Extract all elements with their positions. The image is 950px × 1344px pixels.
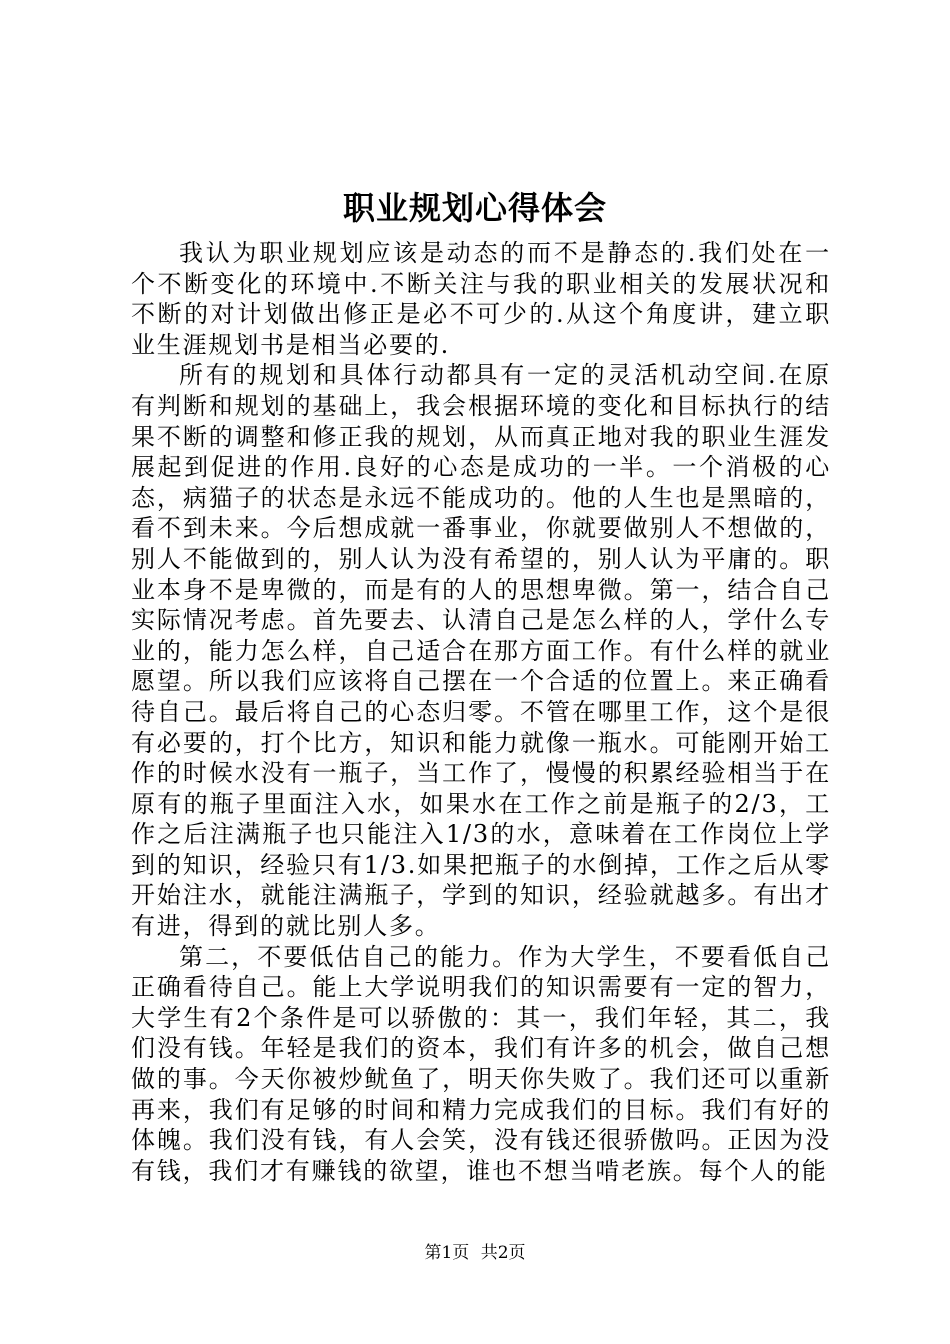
- document-body: [131, 238, 831, 1186]
- document-title: 职业规划心得体会: [342, 189, 607, 227]
- page-number: 第1页: [424, 1243, 470, 1263]
- page-total: 共2页: [480, 1243, 526, 1263]
- page-footer: [0, 1242, 950, 1264]
- paragraph-2: 所有的规划和具体行动都具有一定的灵活机动空间.在原有判断和规划的基础上，我会根据环境的变化和目标执行的结果不断的调整和修正我的规划，从而真正地对我的职业生涯发展起到促进的作用.良好的心态是成功的一半。一个消极的心态，病猫子的状态是永远不能成功的。他的人生也是黑暗的，看不到未来。今后想成就一番事业，你就要做别人不想做的，别人不能做到的，别人认为没有希望的，别人认为平庸的。职业本身不是卑微的，而是有的人的思想卑微。第一，结合自己实际情况考虑。首先要去、认清自己是怎么样的人，学什么专业的，能力怎么样，自己适合在那方面工作。有什么样的就业愿望。所以我们应该将自己摆在一个合适的位置上。来正确看待自己。最后将自己的心态归零。不管在哪里工作，这个是很有必要的，打个比方，知识和能力就像一瓶水。可能刚开始工作的时候水没有一瓶子，当工作了，慢慢的积累经验相当于在原有的瓶子里面注入水，如果水在工作之前是瓶子的2/3，工作之后注满瓶子也只能注入1/3的水，意味着在工作岗位上学到的知识，经验只有1/3.如果把瓶子的水倒掉，工作之后从零开始注水，就能注满瓶子，学到的知识，经验就越多。有出才有进，得到的就比别人多。: [131, 361, 831, 941]
- paragraph-3: 第二，不要低估自己的能力。作为大学生，不要看低自己正确看待自己。能上大学说明我们的知识需要有一定的智力，大学生有2个条件是可以骄傲的：其一，我们年轻，其二，我们没有钱。年轻是我们的资本，我们有许多的机会，做自己想做的事。今天你被炒鱿鱼了，明天你失败了。我们还可以重新再来，我们有足够的时间和精力完成我们的目标。我们有好的体魄。我们没有钱，有人会笑，没有钱还很骄傲吗。正因为没有钱，我们才有赚钱的欲望，谁也不想当啃老族。每个人的能: [131, 942, 831, 1185]
- paragraph-1: 我认为职业规划应该是动态的而不是静态的.我们处在一个不断变化的环境中.不断关注与我的职业相关的发展状况和不断的对计划做出修正是必不可少的.从这个角度讲，建立职业生涯规划书是相当必要的.: [131, 239, 831, 359]
